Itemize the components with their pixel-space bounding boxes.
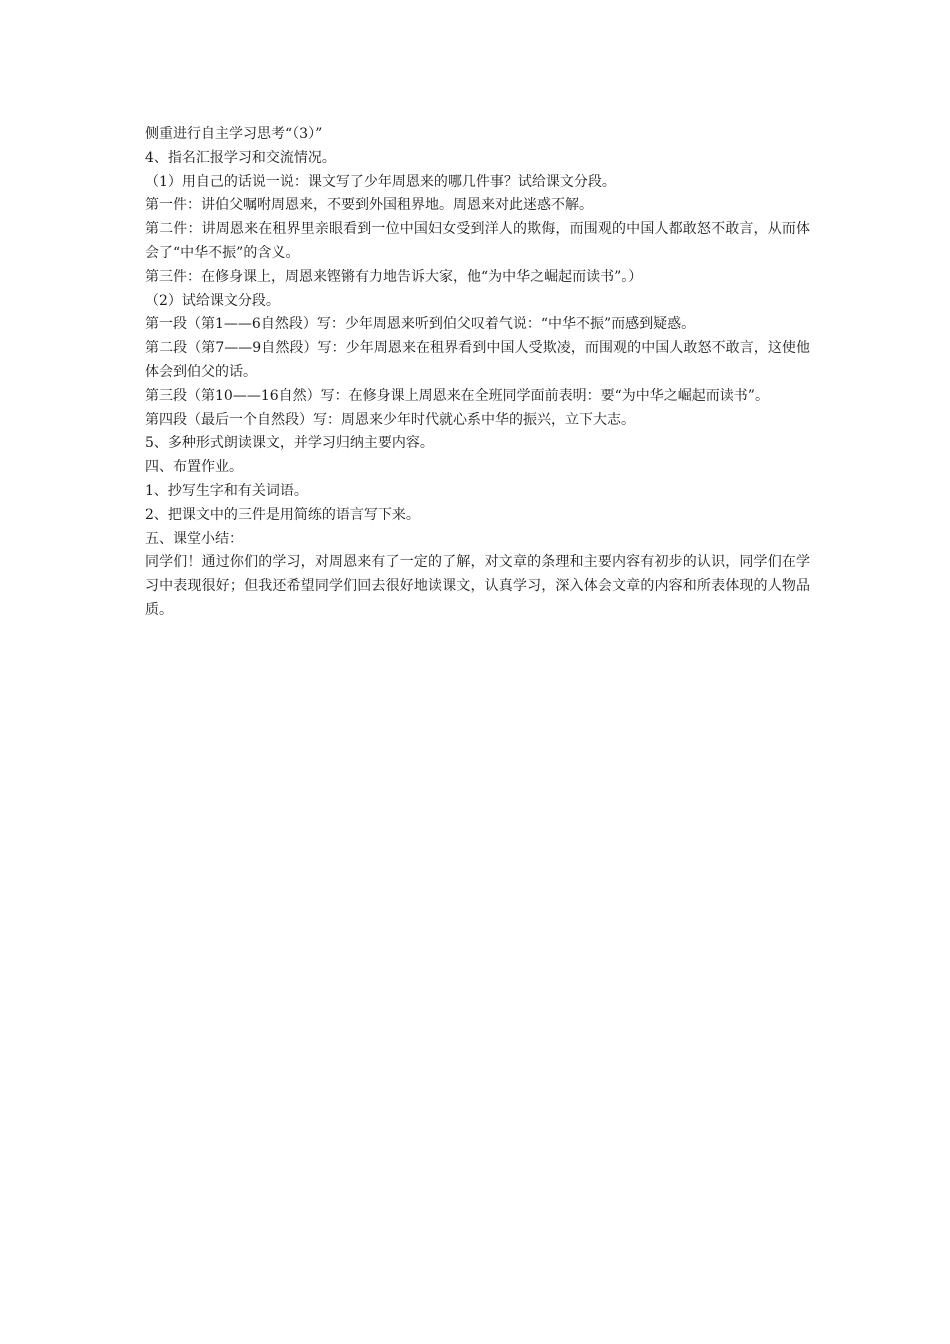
paragraph-line: 5、多种形式朗读课文，并学习归纳主要内容。 (145, 435, 434, 452)
paragraph-line: 第二段（第7——9自然段）写：少年周恩来在租界看到中国人受欺凌，而围观的中国人敢怒不敢言，这使他体会到伯父的话。 (145, 340, 810, 380)
paragraph-line: 第三件：在修身课上，周恩来铿锵有力地告诉大家，他“为中华之崛起而读书”。） (145, 268, 643, 285)
paragraph-line: 侧重进行自主学习思考“（3）” (145, 126, 323, 142)
paragraph-line: 同学们！通过你们的学习，对周恩来有了一定的了解，对文章的条理和主要内容有初步的认识，同学们在学习中表现很好；但我还希望同学们回去很好地读课文，认真学习，深入体会文章的内容和所表体现的人物品质。 (145, 554, 810, 618)
paragraph-line: 2、把课文中的三件是用简练的语言写下来。 (145, 506, 420, 523)
section-heading: 四、布置作业。 (145, 459, 243, 476)
paragraph-line: 1、抄写生字和有关词语。 (145, 482, 308, 499)
paragraph-line: 4、指名汇报学习和交流情况。 (145, 149, 336, 166)
paragraph-line: 第四段（最后一个自然段）写：周恩来少年时代就心系中华的振兴，立下大志。 (145, 411, 635, 428)
document-page (145, 123, 810, 623)
paragraph-line: 第二件：讲周恩来在租界里亲眼看到一位中国妇女受到洋人的欺侮，而围观的中国人都敢怒不敢言，从而体会了“中华不振”的含义。 (145, 221, 810, 261)
paragraph-line: 第一段（第1——6自然段）写：少年周恩来听到伯父叹着气说：“中华不振”而感到疑惑。 (145, 316, 696, 333)
paragraph-line: （2）试给课文分段。 (145, 292, 280, 309)
paragraph-line: （1）用自己的话说一说：课文写了少年周恩来的哪几件事？试给课文分段。 (145, 173, 616, 190)
paragraph-line: 第三段（第10——16自然）写：在修身课上周恩来在全班同学面前表明：要“为中华之崛起而读书”。 (145, 387, 769, 404)
section-heading: 五、课堂小结： (145, 530, 243, 547)
paragraph-line: 第一件：讲伯父嘱咐周恩来，不要到外国租界地。周恩来对此迷惑不解。 (145, 197, 593, 214)
